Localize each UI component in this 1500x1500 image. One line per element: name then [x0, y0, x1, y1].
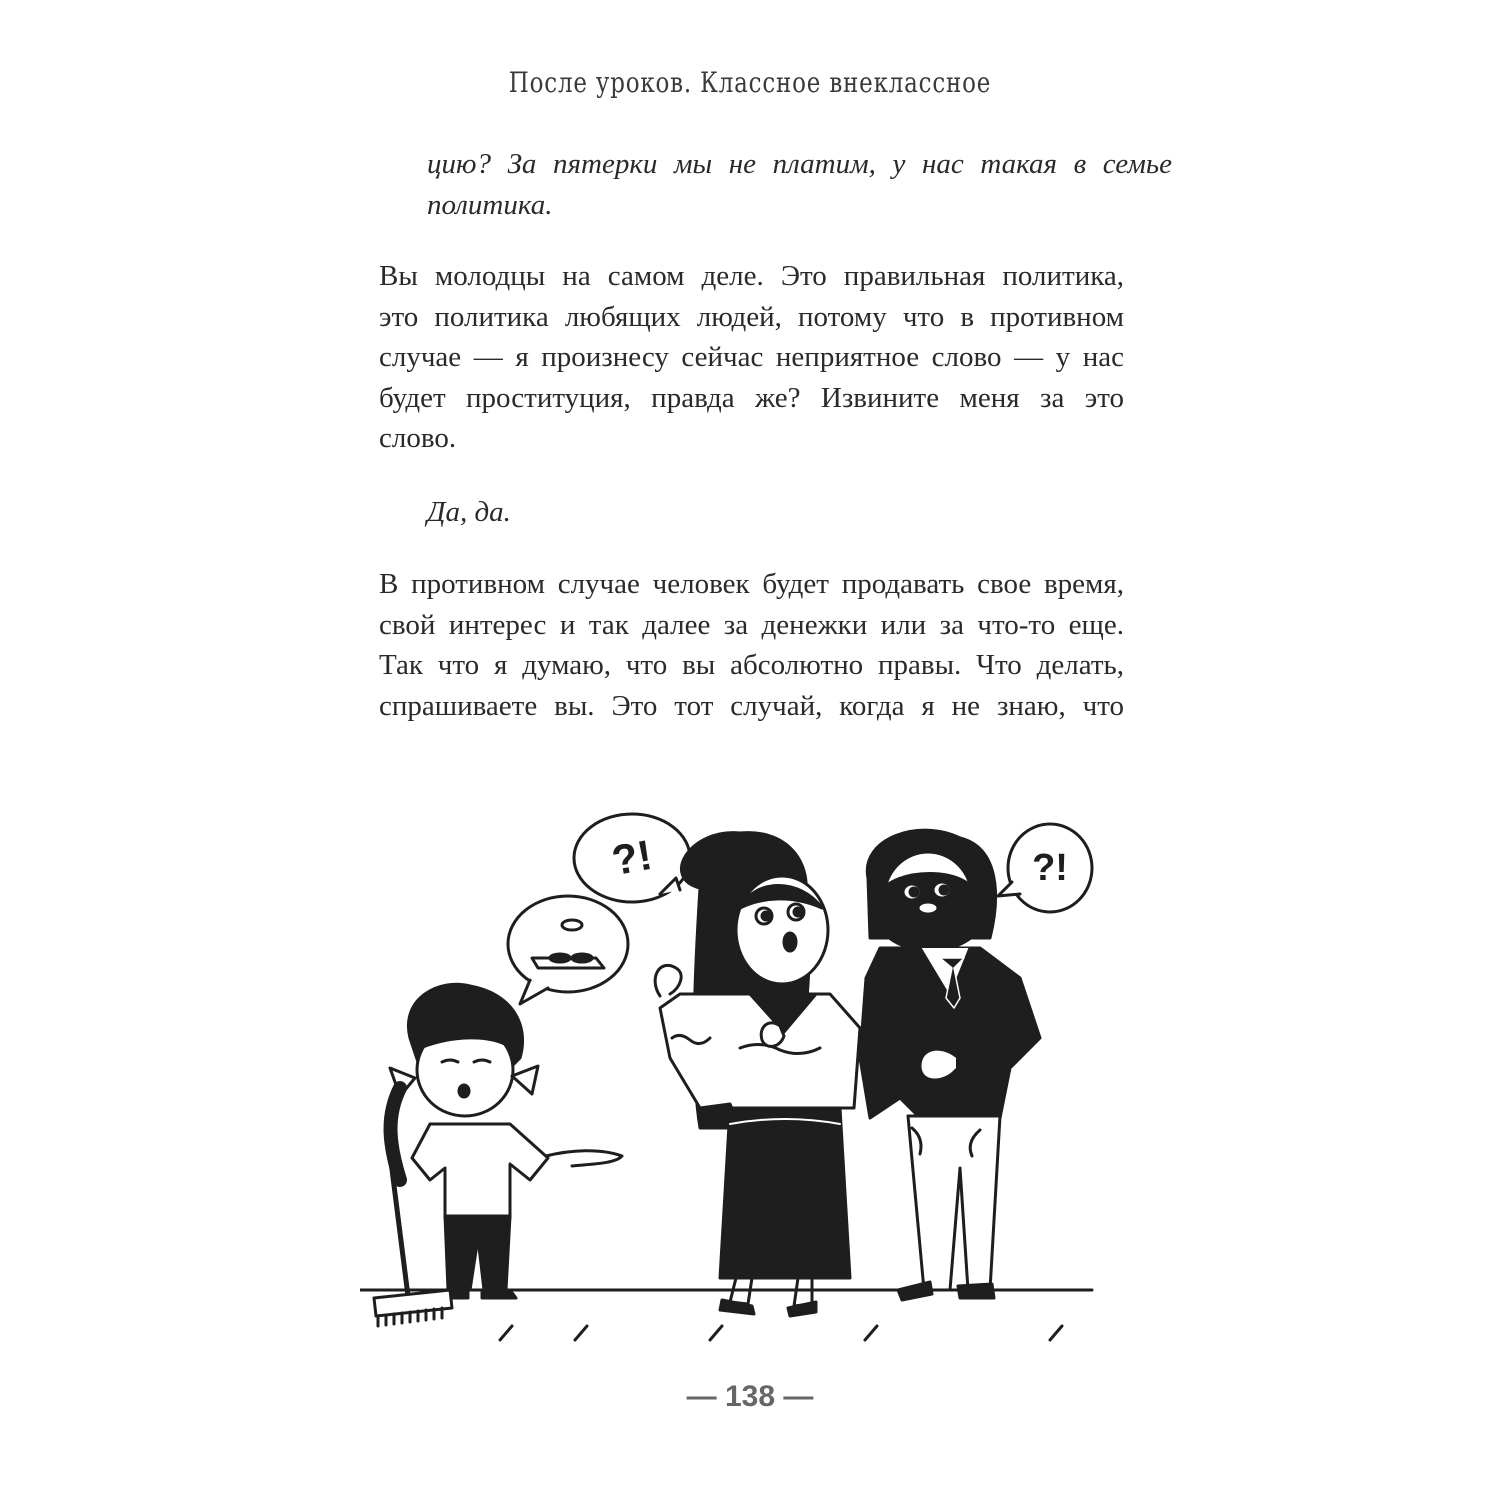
paragraph-answer-1: [379, 256, 1124, 459]
text-line: политика.: [427, 188, 553, 221]
speech-bubble-mother-text: ?!: [608, 830, 656, 885]
floor-mark: [500, 1326, 512, 1340]
text-line: свой интерес и так далее за денежки или за что-то еще.: [379, 608, 1124, 641]
text-line: В противном случае человек будет продавать свое время,: [379, 568, 1124, 600]
floor-mark: [710, 1326, 722, 1340]
text-line: цию? За пятерки мы не платим, у нас такая в семье: [427, 148, 1172, 180]
quote-parent-reply: [379, 492, 1172, 533]
floor-mark: [1050, 1326, 1062, 1340]
girl-figure: [374, 984, 622, 1326]
floor-mark: [575, 1326, 587, 1340]
page-number: — 138 —: [686, 1380, 814, 1413]
text-line: спрашиваете вы. Это тот случай, когда я не знаю, что: [379, 689, 1124, 722]
text-line: это политика любящих людей, потому что в противном: [379, 300, 1124, 333]
running-head: После уроков. Классное внеклассное: [508, 66, 992, 99]
family-illustration: [360, 808, 1120, 1348]
floor-mark: [865, 1326, 877, 1340]
speech-bubble-father-text: ?!: [1032, 847, 1068, 889]
text-line: Да, да.: [427, 496, 511, 528]
text-line: случае — я произнесу сейчас неприятное слово — у нас: [379, 341, 1124, 373]
paragraph-answer-2: [379, 564, 1124, 726]
text-line: Так что я думаю, что вы абсолютно правы. Что делать,: [379, 649, 1124, 681]
text-line: слово.: [379, 422, 457, 454]
quote-parent-question: [379, 144, 1172, 225]
speech-bubble-money: [508, 896, 628, 1004]
father-figure: [860, 830, 1040, 1300]
mother-figure: [655, 833, 860, 1316]
text-line: Вы молодцы на самом деле. Это правильная политика,: [379, 260, 1124, 292]
text-line: будет проституция, правда же? Извините меня за это: [379, 381, 1124, 414]
